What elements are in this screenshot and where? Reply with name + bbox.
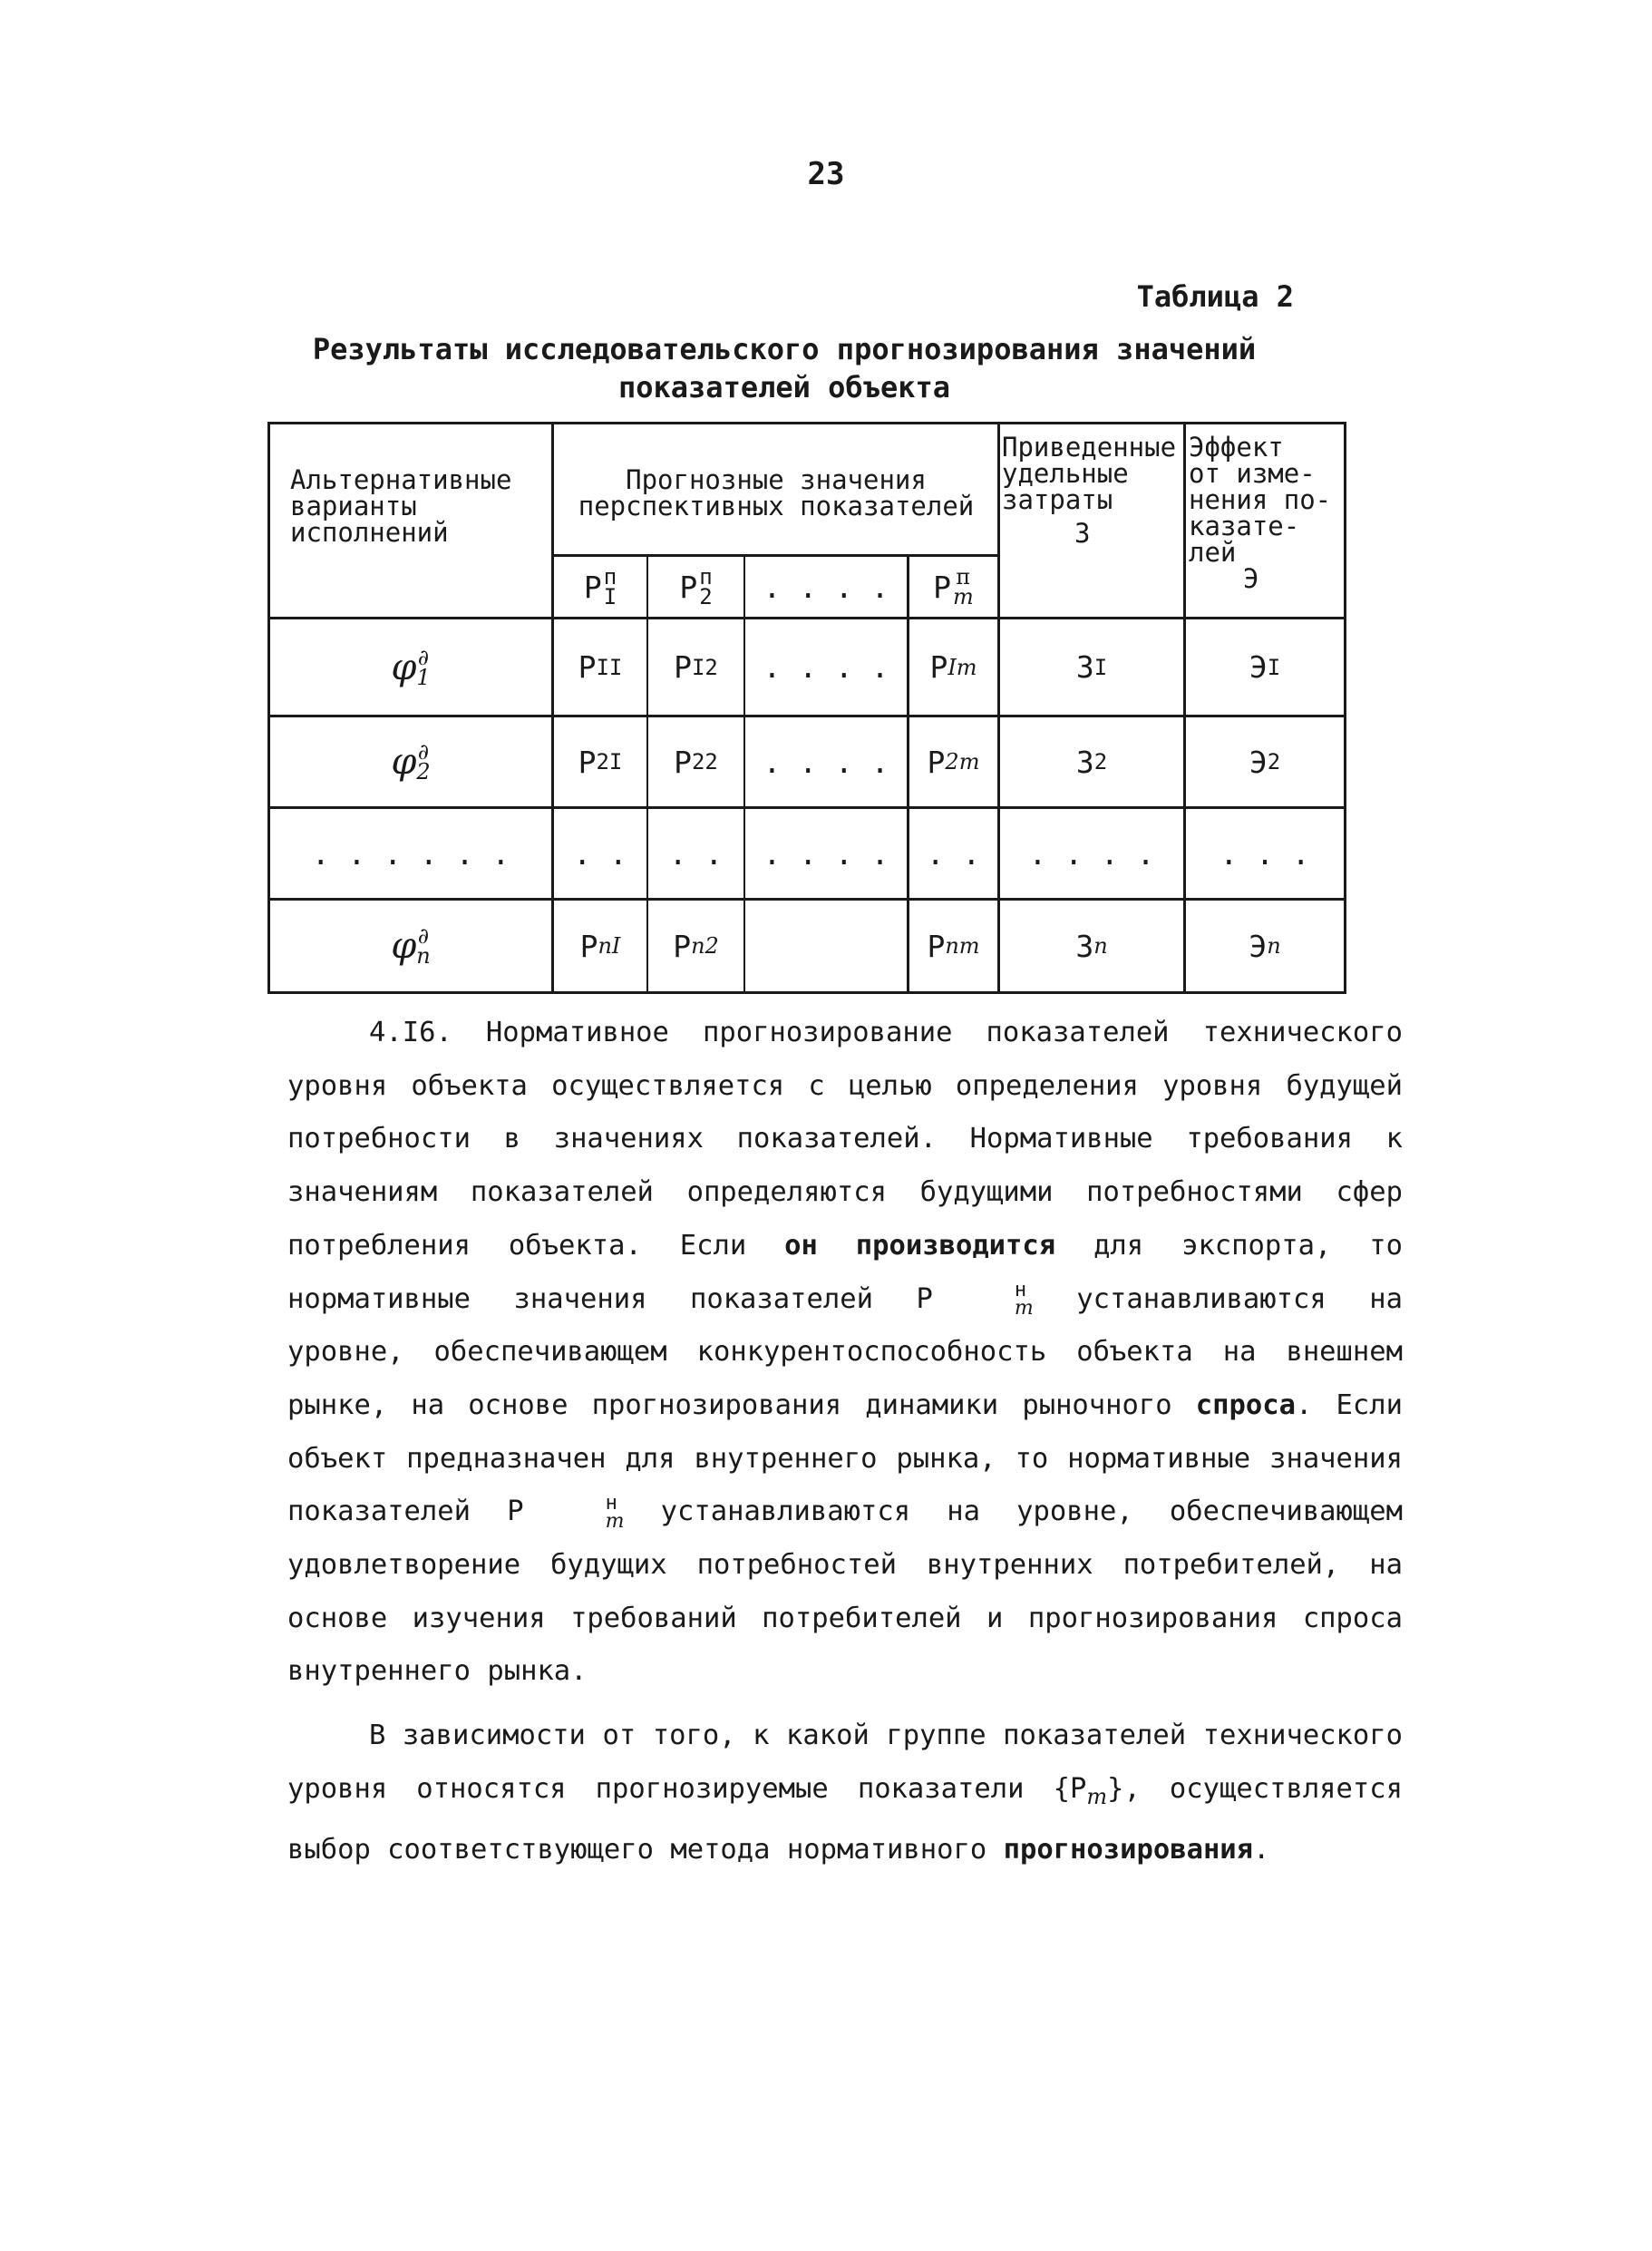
text-run: . Если объект предназначен для внутреннего рынка, то нормативные значения показателей <box>287 1389 1403 1528</box>
header-effect-line: от изме- <box>1189 458 1316 489</box>
text-run-bold: прогнозирования <box>1003 1833 1254 1866</box>
row2-costs <box>1000 717 1183 806</box>
text-run: , осуществляется выбор соответствующего метода нормативного <box>287 1772 1403 1866</box>
row3-dots: . . . . <box>763 835 889 872</box>
row4-p2 <box>648 901 743 991</box>
text-run-bold: спроса <box>1195 1389 1296 1421</box>
dots: . . . . <box>763 649 889 685</box>
row4-p1 <box>554 901 646 991</box>
phi-symbol: φ <box>391 925 417 967</box>
phi-sup: ∂ <box>417 644 430 670</box>
symbol-sub: 2 <box>699 584 713 609</box>
header-forecast <box>554 464 998 521</box>
text-run: устанавливаются на уровне, обеспечивающем удовлетворение будущих потребностей внутренних потребителей, на основе изучения требований потребителей и прогнозирования спроса внутреннего рынка. <box>287 1496 1403 1688</box>
symbol-sup: I <box>1267 654 1281 680</box>
header-effect-line: нения по- <box>1189 484 1332 515</box>
subheader-pm <box>909 557 997 617</box>
row1-costs <box>1000 619 1183 715</box>
dots: . . . . <box>763 569 889 605</box>
symbol-sub: 2m <box>945 749 980 775</box>
text-run: 4.I6. Нормативное прогнозирование показателей технического уровня объекта осуществляется с целью определения уровня будущей потребности в значениях показателей. Нормативные требования к значениям показателей определяются будущими потребностями сфер потребления объекта. Если <box>287 1017 1403 1262</box>
symbol-sup: п <box>603 564 617 590</box>
phi-sub: 2 <box>416 759 431 784</box>
row1-variant <box>270 619 551 715</box>
symbol-sub: nI <box>598 933 621 959</box>
symbol-sub: I <box>603 584 617 609</box>
row3-costs: . . . . <box>1028 835 1155 872</box>
symbol-sup: 2 <box>1093 749 1108 775</box>
header-effect-line: Эффект <box>1189 432 1284 463</box>
symbol-sub: m <box>953 584 974 609</box>
symbol-base: P <box>674 649 692 685</box>
results-table <box>267 422 1346 993</box>
row2-p2 <box>648 717 743 806</box>
header-effect-line: казате- <box>1189 511 1300 541</box>
symbol-sup: н <box>1014 1279 1027 1302</box>
symbol-sub: II <box>596 654 623 680</box>
row1-p2 <box>648 619 743 715</box>
symbol-base: P <box>927 744 946 780</box>
row4-pm <box>909 901 997 991</box>
symbol-base: P <box>673 928 692 964</box>
subheader-dots <box>745 557 907 617</box>
phi-sup: ∂ <box>417 923 430 949</box>
header-costs-symbol: З <box>1074 518 1091 549</box>
table-label: Таблица 2 <box>1136 279 1294 314</box>
text-run: . <box>1253 1833 1270 1866</box>
symbol-base: P <box>579 928 598 964</box>
dots: . . . . <box>763 744 889 780</box>
phi-sup: ∂ <box>417 739 430 765</box>
symbol-sub: m <box>605 1509 625 1533</box>
symbol-base: Э <box>1249 744 1268 780</box>
symbol-base: З <box>1075 649 1094 685</box>
header-effect-symbol: Э <box>1243 563 1259 594</box>
row3-variant: . . . . . . <box>311 835 510 872</box>
symbol-sub: 22 <box>691 749 718 775</box>
text-run: устанавливаются на уровне, обеспечивающем конкурентоспособность объекта на внешнем рынке, на основе прогнозирования динамики рыночного <box>287 1282 1403 1421</box>
symbol-base: P <box>929 649 948 685</box>
header-forecast-line: перспективных показателей <box>578 491 975 521</box>
phi-symbol: φ <box>391 741 417 783</box>
row4-effect <box>1186 901 1344 991</box>
symbol-pmn <box>507 1491 625 1533</box>
row1-effect <box>1186 619 1344 715</box>
header-alternatives-line: Альтернативные <box>290 464 512 495</box>
header-costs-line: удельные <box>1002 458 1129 489</box>
symbol-base: P <box>674 744 692 780</box>
header-alternatives-line: варианты <box>290 491 417 521</box>
row3-p2: . . <box>668 835 724 872</box>
symbol-sup: 2 <box>1267 749 1281 775</box>
symbol-base: P <box>933 569 952 605</box>
paragraph-4-16 <box>287 1007 1403 1699</box>
row3-p1: . . <box>573 835 627 872</box>
text-run-bold: он производится <box>784 1229 1056 1262</box>
symbol-sub: m <box>1014 1297 1034 1320</box>
phi-sub: 1 <box>416 664 431 690</box>
symbol-base: P <box>578 649 597 685</box>
row2-variant <box>270 717 551 806</box>
row2-effect <box>1186 717 1344 806</box>
body-text <box>287 1007 1403 1876</box>
symbol-sup: n <box>1267 933 1281 959</box>
symbol-base: З <box>1075 744 1094 780</box>
header-effect <box>1189 434 1345 592</box>
set-close: } <box>1107 1772 1124 1805</box>
subheader-p1 <box>554 557 646 617</box>
header-costs-line: Приведенные <box>1002 432 1177 463</box>
symbol-base: P <box>679 569 698 605</box>
subheader-p2 <box>648 557 743 617</box>
symbol-sub: 2I <box>596 749 623 775</box>
symbol-sup: I <box>1093 654 1108 680</box>
header-costs <box>1002 434 1183 547</box>
phi-symbol: φ <box>391 646 417 688</box>
symbol-base: P <box>578 744 597 780</box>
text-run: В зависимости от того, к какой группе показателей технического уровня относятся прогнозируемые показатели <box>287 1720 1403 1805</box>
row1-p1 <box>554 619 646 715</box>
set-open: {P <box>1053 1772 1087 1805</box>
symbol-base: Э <box>1249 649 1268 685</box>
symbol-sub: I2 <box>691 654 718 680</box>
symbol-base: З <box>1075 928 1094 964</box>
symbol-base: P <box>927 928 946 964</box>
row3-effect: . . . <box>1220 835 1310 872</box>
row4-costs <box>1000 901 1183 991</box>
phi-sub: n <box>416 943 431 969</box>
row1-pm <box>909 619 997 715</box>
row3-pm: . . <box>926 835 981 872</box>
symbol-sub: nm <box>945 933 980 959</box>
symbol-sup: п <box>956 564 971 590</box>
symbol-sup: n <box>1093 933 1108 959</box>
text-run: для экспорта, то нормативные значения показателей <box>287 1229 1403 1315</box>
symbol-sub: Im <box>947 654 977 680</box>
table-title: Результаты исследовательского прогнозирования значений показателей объекта <box>312 332 1257 404</box>
symbol-sup: н <box>605 1491 617 1515</box>
set-sub: m <box>1086 1783 1108 1809</box>
row4-variant <box>270 901 551 991</box>
symbol-base: P <box>916 1282 933 1315</box>
symbol-base: P <box>507 1496 524 1528</box>
paragraph-methods <box>287 1710 1403 1876</box>
row2-pm <box>909 717 997 806</box>
symbol-sub: n2 <box>691 933 719 959</box>
header-forecast-line: Прогнозные значения <box>626 464 927 495</box>
symbol-pmn <box>916 1279 1034 1320</box>
header-alternatives-line: исполнений <box>290 517 449 548</box>
header-alternatives <box>290 464 544 548</box>
symbol-base: P <box>583 569 602 605</box>
row2-dots <box>745 717 907 806</box>
header-effect-line: лей <box>1189 537 1237 568</box>
row1-dots <box>745 619 907 715</box>
symbol-base: Э <box>1249 928 1268 964</box>
row4-dots <box>745 901 907 991</box>
row2-p1 <box>554 717 646 806</box>
symbol-sup: п <box>699 564 713 590</box>
header-costs-line: затраты <box>1002 484 1113 515</box>
page-number: 23 <box>807 156 845 192</box>
